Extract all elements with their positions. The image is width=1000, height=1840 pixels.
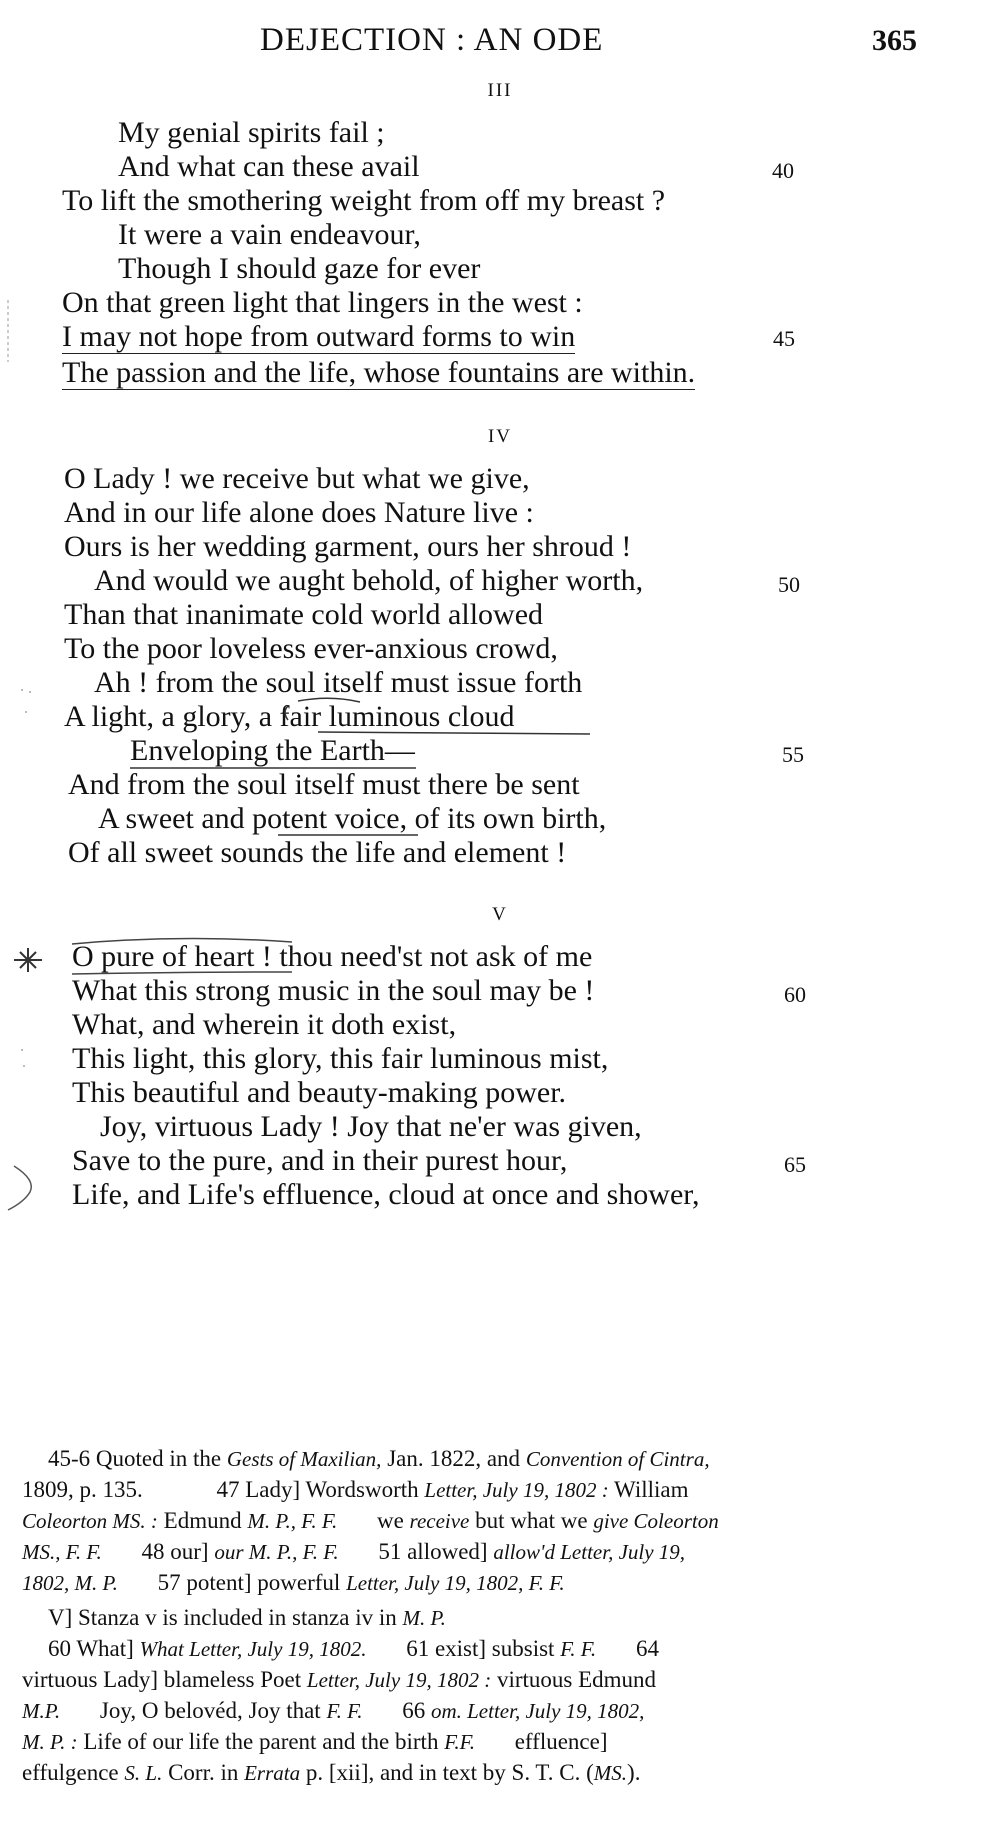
note-text: om. Letter, July 19, 1802,: [430, 1699, 645, 1723]
verse-line: Enveloping the Earth—: [130, 734, 415, 767]
note-text: receive: [409, 1509, 470, 1533]
verse-line: Save to the pure, and in their purest hour,: [72, 1144, 568, 1177]
note-line: [22, 1633, 967, 1664]
verse-line: Than that inanimate cold world allowed: [64, 598, 544, 631]
note-text: 1809, p. 135.: [22, 1477, 143, 1502]
note-text: Edmund: [163, 1508, 242, 1533]
line-number: 45: [773, 326, 795, 351]
note-text: Life of our life the parent and the birth: [83, 1729, 439, 1754]
note-text: M. P., F. F.: [247, 1509, 338, 1533]
verse-line: Joy, virtuous Lady ! Joy that ne'er was given,: [100, 1110, 642, 1143]
verse-line: And would we aught behold, of higher worth,: [94, 564, 644, 597]
note-text: virtuous Edmund: [496, 1667, 657, 1692]
note-text: What Letter, July 19, 1802.: [139, 1637, 367, 1661]
note-text: MS.: [593, 1761, 628, 1785]
note-text: Coleorton MS. :: [22, 1509, 158, 1533]
verse-line: And in our life alone does Nature live :: [64, 496, 534, 529]
note-text: F. F.: [560, 1637, 597, 1661]
note-text: M. P. :: [22, 1730, 78, 1754]
note-text: M. P.: [402, 1606, 446, 1630]
line-number: 55: [782, 742, 804, 767]
note-line: [22, 1695, 967, 1726]
verse-line: It were a vain endeavour,: [118, 218, 421, 251]
verse-line: A light, a glory, a fair luminous cloud: [64, 700, 515, 733]
verse-line: My genial spirits fail ;: [118, 116, 385, 149]
stanza-numeral: III: [487, 80, 513, 101]
note-text: 61 exist] subsist: [406, 1636, 555, 1661]
note-text: effulgence: [22, 1760, 119, 1785]
verse-line: O Lady ! we receive but what we give,: [64, 462, 530, 495]
note-text: but what we: [475, 1508, 588, 1533]
note-line: [22, 1664, 967, 1695]
verse-line: This beautiful and beauty-making power.: [72, 1076, 567, 1109]
verse-line: Life, and Life's effluence, cloud at once and shower,: [72, 1178, 700, 1211]
note-line: [22, 1567, 967, 1598]
note-text: p. [xii], and in text by S. T. C. (: [305, 1760, 594, 1785]
margin-curve-mark: [8, 1166, 31, 1210]
line-number: 50: [778, 572, 800, 597]
verse-line: Though I should gaze for ever: [118, 252, 481, 285]
verse-line: The passion and the life, whose fountains are within.: [62, 356, 696, 389]
note-text: M.P.: [22, 1699, 61, 1723]
verse-line: To lift the smothering weight from off my breast ?: [62, 184, 666, 217]
note-text: Letter, July 19, 1802 :: [306, 1668, 492, 1692]
note-line: [22, 1443, 967, 1474]
verse-line: And from the soul itself must there be sent: [68, 768, 580, 801]
note-text: 45-6 Quoted in the: [48, 1446, 222, 1471]
note-text: 47 Lady] Wordsworth: [216, 1477, 419, 1502]
line-number: 40: [772, 158, 794, 183]
verse-line: This light, this glory, this fair luminous mist,: [72, 1042, 609, 1075]
overline-pure-of-heart-mark: [72, 938, 292, 974]
verse-line: What, and wherein it doth exist,: [72, 1008, 457, 1041]
note-text: effluence]: [514, 1729, 608, 1754]
note-text: 1802, M. P.: [22, 1571, 118, 1595]
note-text: F.F.: [444, 1730, 475, 1754]
underline-fair-luminous-cloud-mark: [318, 732, 590, 734]
verse-line: What this strong music in the soul may be !: [72, 974, 595, 1007]
running-title: DEJECTION : AN ODE: [260, 22, 604, 58]
verse-line: On that green light that lingers in the west :: [62, 286, 583, 319]
note-text: give Coleorton: [593, 1509, 719, 1533]
note-text: 66: [402, 1698, 426, 1723]
page-number: 365: [872, 24, 917, 57]
note-text: 60 What]: [48, 1636, 134, 1661]
line-number: 60: [784, 982, 806, 1007]
note-text: 48 our]: [141, 1539, 209, 1564]
asterisk-icon: [14, 948, 42, 972]
note-text: allow'd Letter, July 19,: [493, 1540, 686, 1564]
note-text: we: [376, 1508, 404, 1533]
note-line: [22, 1536, 967, 1567]
verse-line: And what can these avail: [118, 150, 420, 183]
note-text: ).: [627, 1760, 641, 1785]
note-text: Corr. in: [168, 1760, 239, 1785]
verse-line: Ah ! from the soul itself must issue forth: [94, 666, 583, 699]
note-text: Joy, O belovéd, Joy that: [99, 1698, 321, 1723]
verse-line: To the poor loveless ever-anxious crowd,: [64, 632, 558, 665]
verse-line: A sweet and potent voice, of its own birth,: [98, 802, 607, 835]
note-text: Convention of Cintra,: [525, 1447, 710, 1471]
note-text: Gests of Maxilian,: [226, 1447, 382, 1471]
note-text: S. L.: [124, 1761, 163, 1785]
note-text: 64: [635, 1636, 659, 1661]
note-text: virtuous Lady] blameless Poet: [22, 1667, 302, 1692]
line-number: 65: [784, 1152, 806, 1177]
note-text: MS., F. F.: [22, 1540, 102, 1564]
verse-line: O pure of heart ! thou need'st not ask of me: [72, 940, 593, 973]
note-line: [22, 1602, 967, 1633]
underline-soul-mark: [285, 698, 360, 720]
note-text: William: [614, 1477, 689, 1502]
verse-line: I may not hope from outward forms to win: [62, 320, 576, 353]
note-text: Letter, July 19, 1802, F. F.: [346, 1571, 565, 1595]
note-line: [22, 1757, 967, 1788]
note-text: 57 potent] powerful: [157, 1570, 341, 1595]
verse-line: Of all sweet sounds the life and element !: [68, 836, 567, 869]
note-line: [22, 1474, 967, 1505]
note-text: 51 allowed]: [378, 1539, 488, 1564]
note-text: Errata: [244, 1761, 301, 1785]
textual-notes: [22, 1443, 967, 1788]
stanza-numeral: V: [492, 904, 508, 925]
margin-dots-mark: [21, 689, 31, 1067]
note-text: Jan. 1822, and: [387, 1446, 521, 1471]
note-text: F. F.: [326, 1699, 363, 1723]
note-text: Letter, July 19, 1802 :: [424, 1478, 609, 1502]
note-line: [22, 1726, 967, 1757]
stanza-numeral: IV: [487, 426, 513, 447]
note-text: our M. P., F. F.: [214, 1540, 339, 1564]
note-text: V] Stanza v is included in stanza iv in: [48, 1605, 397, 1630]
verse-line: Ours is her wedding garment, ours her shroud !: [64, 530, 632, 563]
note-line: [22, 1505, 967, 1536]
